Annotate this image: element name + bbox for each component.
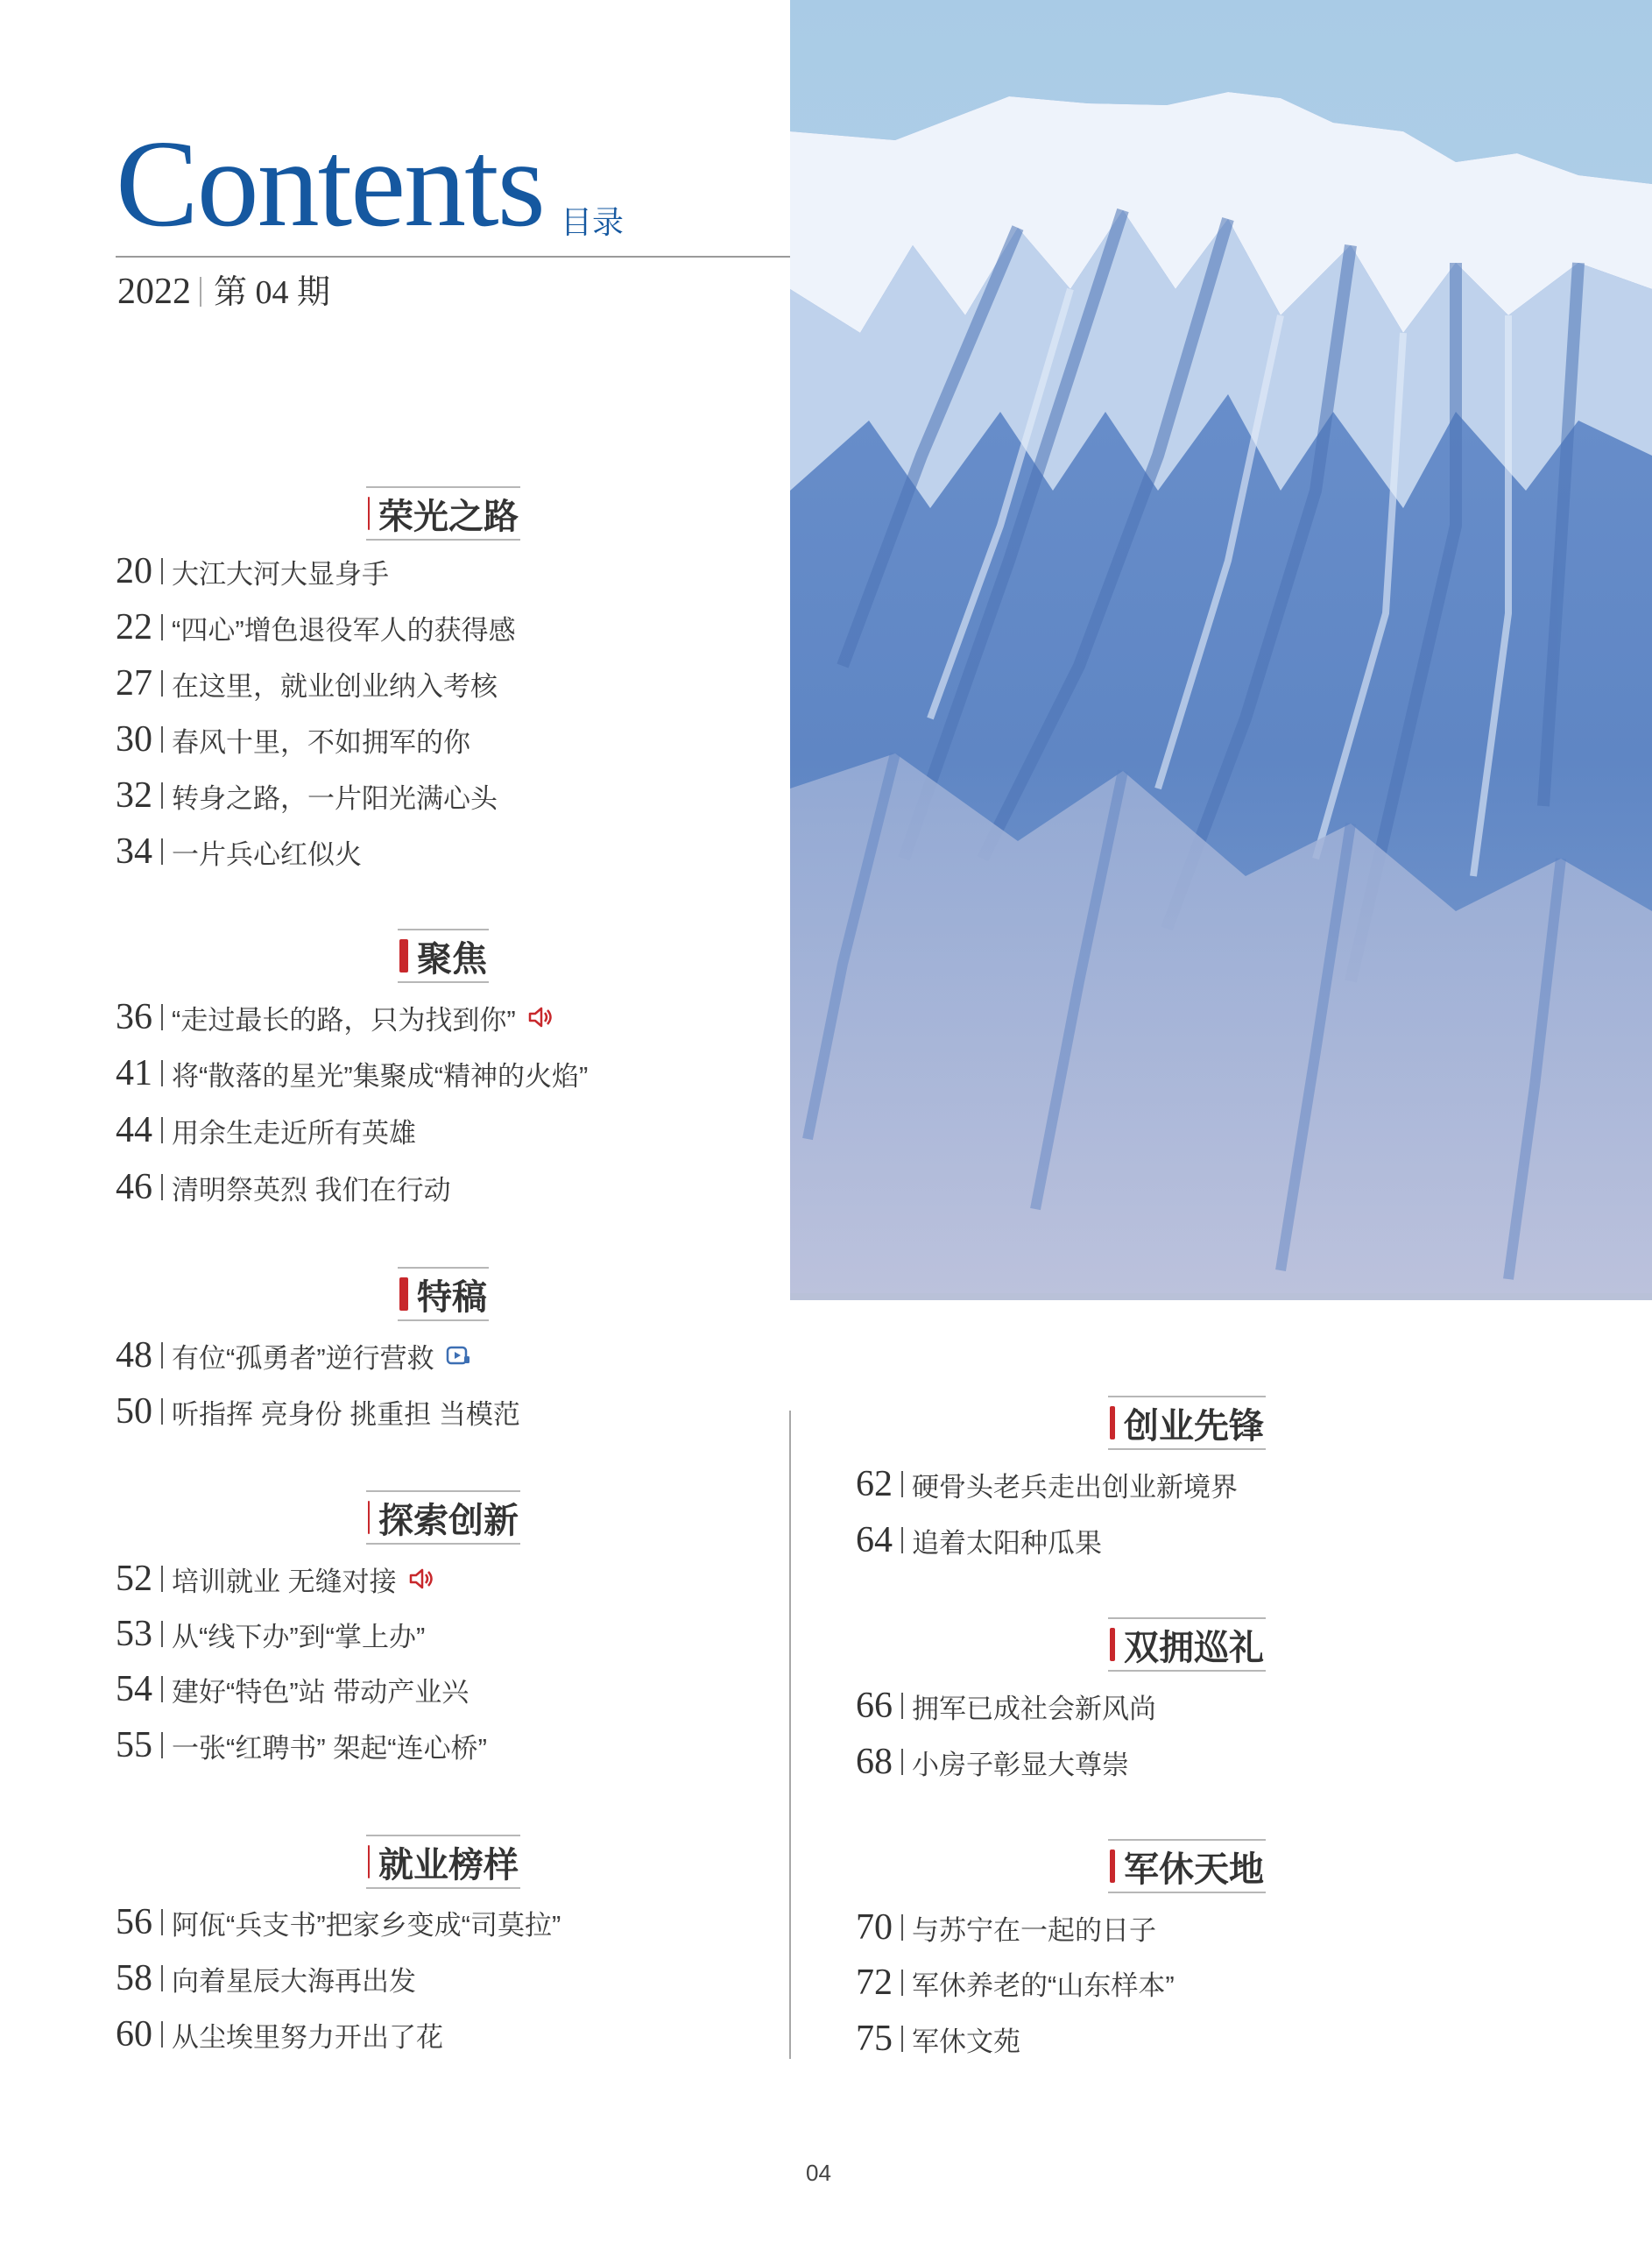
toc-entry[interactable] (116, 1956, 416, 2000)
entry-title: 追着太阳种瓜果 (912, 1527, 1102, 1559)
toc-entry[interactable] (116, 1612, 425, 1656)
page-number: 66 (856, 1686, 893, 1726)
separator (161, 1621, 163, 1647)
toc-entry[interactable] (116, 661, 498, 705)
entry-title: “四心”增色退役军人的获得感 (172, 614, 516, 646)
toc-entry[interactable] (856, 1906, 1156, 1949)
entry-title: 建好“特色”站 带动产业兴 (172, 1676, 469, 1708)
entry-title: 转身之路，一片阳光满心头 (172, 782, 498, 814)
toc-entry[interactable] (116, 1165, 451, 1209)
page-number: 50 (116, 1391, 152, 1432)
separator (161, 1342, 163, 1369)
page-number: 44 (116, 1110, 152, 1150)
separator (161, 726, 163, 753)
page-number: 75 (856, 2019, 893, 2059)
separator (161, 1566, 163, 1592)
page-number: 22 (116, 607, 152, 647)
toc-entry[interactable] (116, 1900, 561, 1944)
entry-title: 向着星辰大海再出发 (172, 1965, 416, 1997)
separator (161, 558, 163, 584)
page-number: 52 (116, 1559, 152, 1599)
section-marker (1110, 1849, 1115, 1883)
separator (161, 1060, 163, 1086)
toc-entry[interactable] (116, 830, 362, 873)
toc-entry[interactable] (116, 718, 470, 761)
entry-title: 阿佤“兵支书”把家乡变成“司莫拉” (172, 1909, 561, 1941)
toc-entry[interactable] (116, 1723, 487, 1767)
section-header-军休天地 (1108, 1839, 1266, 1893)
page-number: 30 (116, 719, 152, 760)
toc-entry[interactable] (116, 2012, 443, 2056)
mountain-photo (790, 0, 1652, 1300)
section-header-创业先锋 (1108, 1396, 1266, 1450)
page-number: 56 (116, 1902, 152, 1942)
entry-title: 军休养老的“山东样本” (912, 1970, 1175, 2001)
toc-entry[interactable] (116, 549, 389, 593)
issue-number: 第 04 期 (214, 274, 331, 311)
entry-title: 与苏宁在一起的日子 (912, 1914, 1156, 1946)
section-marker (399, 939, 408, 972)
separator (161, 2021, 163, 2048)
issue-separator (200, 277, 201, 307)
toc-entry[interactable] (116, 995, 553, 1039)
separator (161, 1965, 163, 1991)
section-header-荣光之路 (366, 486, 520, 541)
page-number: 55 (116, 1725, 152, 1765)
section-marker (368, 1501, 370, 1534)
section-label: 军休天地 (1124, 1849, 1264, 1889)
page-number: 41 (116, 1053, 152, 1093)
separator (161, 1398, 163, 1425)
toc-entry[interactable] (116, 1333, 471, 1377)
separator (161, 1004, 163, 1030)
entry-title: 将“散落的星光”集聚成“精神的火焰” (172, 1060, 589, 1092)
section-label: 荣光之路 (378, 497, 519, 536)
entry-title: 大江大河大显身手 (172, 558, 389, 590)
page-number: 20 (116, 551, 152, 591)
entry-title: 拥军已成社会新风尚 (912, 1693, 1156, 1724)
separator (901, 2026, 903, 2052)
entry-title: 培训就业 无缝对接 (172, 1566, 397, 1597)
separator (161, 1909, 163, 1935)
toc-entry[interactable] (116, 605, 516, 649)
toc-entry[interactable] (856, 1518, 1102, 1562)
column-divider (789, 1411, 791, 2059)
separator (901, 1749, 903, 1775)
page-number: 53 (116, 1614, 152, 1654)
entry-title: 一张“红聘书” 架起“连心桥” (172, 1732, 487, 1764)
entry-title: 一片兵心红似火 (172, 838, 362, 870)
header-rule (116, 256, 790, 258)
toc-entry[interactable] (856, 1740, 1129, 1784)
entry-title: 春风十里，不如拥军的你 (172, 726, 470, 758)
page-number: 36 (116, 997, 152, 1037)
page-number: 32 (116, 775, 152, 816)
page-number: 46 (116, 1167, 152, 1207)
speaker-icon[interactable] (526, 1004, 553, 1030)
page-number: 27 (116, 663, 152, 704)
toc-entry[interactable] (116, 1108, 416, 1152)
separator (901, 1693, 903, 1719)
page-number: 62 (856, 1464, 893, 1504)
section-label: 双拥巡礼 (1124, 1628, 1264, 1667)
issue-line (117, 265, 330, 313)
page-number: 72 (856, 1963, 893, 2003)
separator (161, 1732, 163, 1758)
page-number: 48 (116, 1335, 152, 1376)
section-marker (368, 497, 370, 530)
section-marker (1110, 1628, 1115, 1661)
section-header-双拥巡礼 (1108, 1617, 1266, 1672)
entry-title: 在这里，就业创业纳入考核 (172, 670, 498, 702)
section-label: 聚焦 (417, 939, 487, 979)
section-marker (368, 1845, 370, 1878)
separator (161, 1676, 163, 1702)
section-header-就业榜样 (366, 1835, 520, 1889)
issue-year: 2022 (117, 272, 191, 312)
page-number: 64 (856, 1520, 893, 1560)
page-number-footer: 04 (806, 2160, 831, 2186)
entry-title: 用余生走近所有英雄 (172, 1117, 416, 1149)
section-label: 探索创新 (378, 1501, 519, 1540)
entry-title: 有位“孤勇者”逆行营救 (172, 1342, 434, 1374)
page-number: 70 (856, 1907, 893, 1948)
page-number: 68 (856, 1742, 893, 1782)
section-header-聚焦 (398, 929, 489, 983)
separator (161, 1117, 163, 1143)
page-number: 34 (116, 831, 152, 872)
entry-title: 从尘埃里努力开出了花 (172, 2021, 443, 2053)
entry-title: 硬骨头老兵走出创业新境界 (912, 1471, 1238, 1503)
entry-title: 清明祭英烈 我们在行动 (172, 1174, 451, 1206)
video-icon[interactable] (445, 1342, 471, 1369)
section-label: 创业先锋 (1124, 1406, 1264, 1446)
entry-title: 小房子彰显大尊崇 (912, 1749, 1129, 1780)
page-number: 58 (116, 1958, 152, 1998)
toc-entry[interactable] (116, 774, 498, 817)
section-header-特稿 (398, 1267, 489, 1321)
separator (901, 1970, 903, 1996)
entry-title: “走过最长的路，只为找到你” (172, 1004, 516, 1036)
separator (161, 670, 163, 697)
section-header-探索创新 (366, 1490, 520, 1545)
contents-title: Contents (116, 114, 544, 252)
toc-entry[interactable] (116, 1390, 520, 1433)
section-label: 就业榜样 (378, 1845, 519, 1885)
toc-entry[interactable] (116, 1557, 434, 1601)
contents-title-cn: 目录 (561, 204, 625, 240)
separator (901, 1527, 903, 1553)
separator (161, 1174, 163, 1200)
section-label: 特稿 (417, 1277, 487, 1317)
separator (161, 838, 163, 865)
toc-entry[interactable] (856, 1961, 1175, 2005)
page-number: 54 (116, 1669, 152, 1709)
page-number: 60 (116, 2014, 152, 2055)
entry-title: 从“线下办”到“掌上办” (172, 1621, 426, 1652)
toc-entry[interactable] (116, 1051, 588, 1095)
separator (901, 1914, 903, 1941)
separator (901, 1471, 903, 1497)
entry-title: 听指挥 亮身份 挑重担 当模范 (172, 1398, 520, 1430)
section-marker (1110, 1406, 1115, 1439)
entry-title: 军休文苑 (912, 2026, 1020, 2057)
section-marker (399, 1277, 408, 1311)
separator (161, 782, 163, 809)
toc-entry[interactable] (856, 1462, 1238, 1506)
separator (161, 614, 163, 640)
toc-entry[interactable] (856, 2017, 1020, 2061)
mountain-illustration (790, 0, 1652, 1300)
toc-entry[interactable] (856, 1684, 1156, 1728)
toc-entry[interactable] (116, 1667, 469, 1711)
speaker-icon[interactable] (407, 1566, 434, 1592)
